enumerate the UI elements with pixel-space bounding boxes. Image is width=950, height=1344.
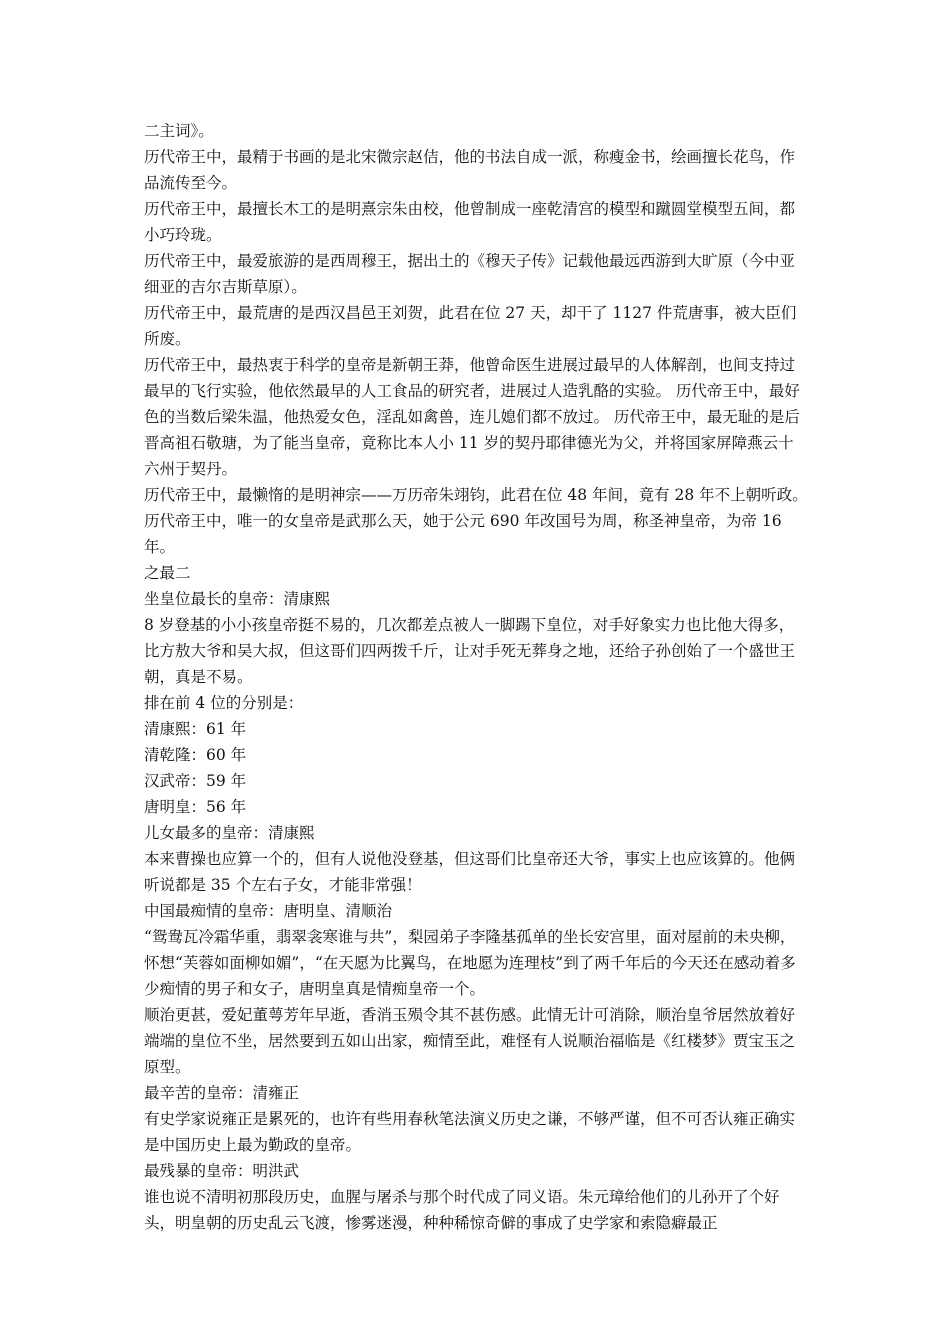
paragraph: 历代帝王中，最精于书画的是北宋微宗赵佶，他的书法自成一派，称瘦金书，绘画擅长花鸟，作品流传至今。 — [144, 148, 796, 192]
section-heading: 之最二 — [144, 564, 191, 582]
paragraph: 历代帝王中，最懒惰的是明神宗——万历帝朱翊钧，此君在位 48 年间，竟有 28 年不上朝听政。 — [144, 486, 808, 504]
list-item: 清康熙：61 年 — [144, 720, 247, 738]
paragraph: 顺治更甚，爱妃董萼芳年早逝，香消玉殒令其不甚伤感。此情无计可消除，顺治皇爷居然放着好端端的皇位不坐，居然要到五如山出家，痴情至此，难怪有人说顺治福临是《红楼梦》贾宝玉之原型。 — [144, 1006, 796, 1076]
paragraph: 本来曹操也应算一个的，但有人说他没登基，但这哥们比皇帝还大爷，事实上也应该算的。他俩听说都是 35 个左右子女，才能非常强！ — [144, 850, 796, 894]
paragraph: 历代帝王中，最热衷于科学的皇帝是新朝王莽，他曾命医生进展过最早的人体解剖，也间支持过最早的飞行实验，他依然最早的人工食品的研究者，进展过人造乳酪的实验。 历代帝王中，最好色的当数后梁朱温，他热爱女色，淫乱如禽兽，连儿媳们都不放过。 历代帝王中，最无耻的是后晋高祖石敬瑭，为了能当皇帝，竟称比本人小 11 岁的契丹耶律德光为父，并将国家屏障燕云十六州于契丹。 — [144, 356, 800, 478]
subheading: 中国最痴情的皇帝：唐明皇、清顺治 — [144, 902, 393, 920]
paragraph: 历代帝王中，最荒唐的是西汉昌邑王刘贺，此君在位 27 天，却干了 1127 件荒唐事，被大臣们所废。 — [144, 304, 797, 348]
paragraph: 历代帝王中，最爱旅游的是西周穆王，据出土的《穆天子传》记载他最远西游到大旷原（今中亚细亚的吉尔吉斯草原）。 — [144, 252, 796, 296]
paragraph: 历代帝王中，最擅长木工的是明熹宗朱由校，他曾制成一座乾清宫的模型和蹴圆堂模型五间，都小巧玲珑。 — [144, 200, 796, 244]
list-item: 汉武帝：59 年 — [144, 772, 247, 790]
subheading: 儿女最多的皇帝：清康熙 — [144, 824, 315, 842]
paragraph: 历代帝王中，唯一的女皇帝是武那么天，她于公元 690 年改国号为周，称圣神皇帝，为帝 16 年。 — [144, 512, 782, 556]
subheading: 坐皇位最长的皇帝：清康熙 — [144, 590, 331, 608]
list-item: 清乾隆：60 年 — [144, 746, 247, 764]
paragraph: 二主词》。 — [144, 122, 214, 140]
paragraph: 8 岁登基的小小孩皇帝挺不易的，几次都差点被人一脚踢下皇位，对手好象实力也比他大得多，比方敖大爷和吴大叔，但这哥们四两拨千斤，让对手死无葬身之地，还给子孙创始了一个盛世王朝，真是不易。 — [144, 616, 796, 686]
document-body — [144, 118, 808, 1236]
paragraph: “鸳鸯瓦冷霜华重，翡翠衾寒谁与共”，梨园弟子李隆基孤单的坐长安宫里，面对屋前的未央柳，怀想“芙蓉如面柳如媚”，“在天愿为比翼鸟，在地愿为连理枝”到了两千年后的今天还在感动着多少痴情的男子和女子，唐明皇真是情痴皇帝一个。 — [144, 928, 796, 998]
list-item: 唐明皇：56 年 — [144, 798, 247, 816]
paragraph: 谁也说不清明初那段历史，血腥与屠杀与那个时代成了同义语。朱元璋给他们的儿孙开了个好头，明皇朝的历史乱云飞渡，惨雾迷漫，种种稀惊奇僻的事成了史学家和索隐癖最正 — [144, 1188, 780, 1232]
subheading: 最辛苦的皇帝：清雍正 — [144, 1084, 300, 1102]
paragraph: 排在前 4 位的分别是： — [144, 694, 304, 712]
subheading: 最残暴的皇帝：明洪武 — [144, 1162, 300, 1180]
paragraph: 有史学家说雍正是累死的，也许有些用春秋笔法演义历史之谦，不够严谨，但不可否认雍正确实是中国历史上最为勤政的皇帝。 — [144, 1110, 796, 1154]
